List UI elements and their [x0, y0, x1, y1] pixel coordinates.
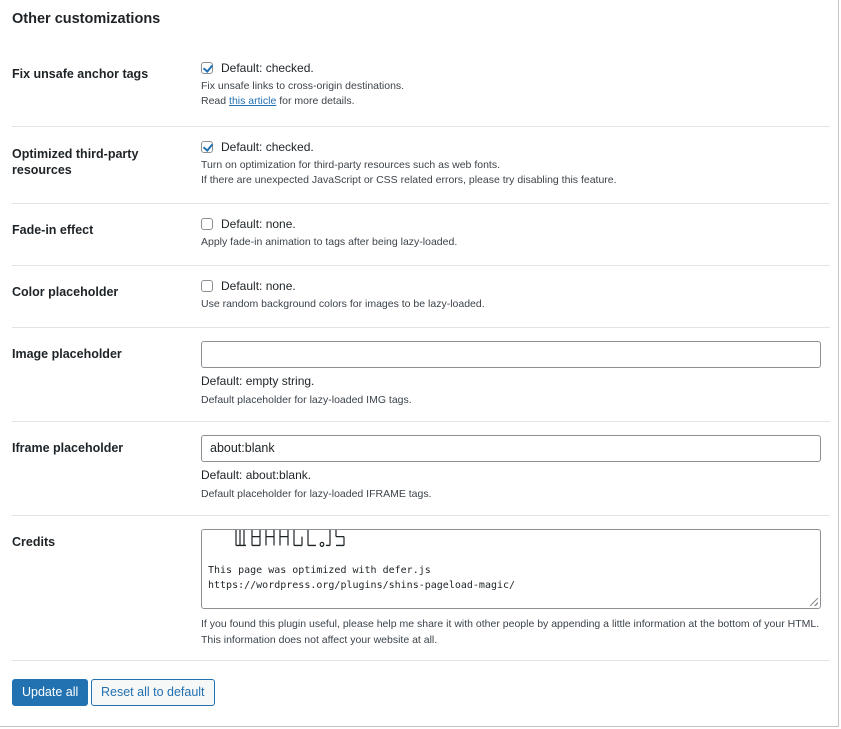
description: Turn on optimization for third-party resources such as web fonts. — [201, 159, 500, 171]
row-field — [201, 278, 823, 312]
credits-line: This page was optimized with defer.js — [208, 565, 431, 576]
default-value-text: Default: checked. — [221, 61, 314, 75]
row-third-party-resources — [12, 127, 830, 204]
update-all-button[interactable]: Update all — [12, 679, 88, 706]
credits-textarea[interactable] — [201, 529, 821, 609]
row-field — [201, 216, 823, 250]
section-title: Other customizations — [12, 11, 161, 27]
row-fade-in-effect — [12, 204, 830, 266]
row-label: Credits — [12, 535, 56, 549]
image-placeholder-input[interactable] — [201, 341, 821, 368]
color-placeholder-checkbox[interactable] — [201, 280, 213, 292]
row-image-placeholder — [12, 328, 830, 422]
row-field — [201, 435, 823, 502]
row-fix-anchor-tags — [12, 50, 830, 127]
defer-js-ascii-logo — [232, 529, 372, 558]
description: Default placeholder for lazy-loaded IFRAME tags. — [201, 488, 432, 500]
row-field — [201, 139, 823, 188]
row-label: Optimized third-party resources — [12, 147, 139, 177]
default-value-text: Default: about:blank. — [201, 468, 312, 482]
default-value-text: Default: empty string. — [201, 374, 315, 388]
row-label: Color placeholder — [12, 285, 119, 299]
default-value-text: Default: none. — [221, 217, 296, 231]
iframe-placeholder-input[interactable]: about:blank — [201, 435, 821, 462]
default-value-text: Default: none. — [221, 279, 296, 293]
row-credits — [12, 516, 830, 661]
row-field — [201, 341, 823, 408]
description: Fix unsafe links to cross-origin destinations. — [201, 80, 405, 92]
reset-all-button[interactable]: Reset all to default — [91, 679, 215, 706]
credits-text — [208, 563, 515, 593]
row-label: Iframe placeholder — [12, 441, 124, 455]
description: Default placeholder for lazy-loaded IMG tags. — [201, 394, 412, 406]
fade-in-checkbox[interactable] — [201, 218, 213, 230]
row-color-placeholder — [12, 266, 830, 328]
row-label: Fade-in effect — [12, 223, 94, 237]
description: If you found this plugin useful, please help me share it with other people by appending a little information at the bottom of your HTML. This information does not affect your website at all. — [201, 618, 820, 646]
this-article-link[interactable]: this article — [229, 95, 277, 107]
row-field — [201, 60, 823, 109]
row-label: Image placeholder — [12, 347, 122, 361]
third-party-checkbox[interactable] — [201, 141, 213, 153]
description: Use random background colors for images to be lazy-loaded. — [201, 298, 485, 310]
description: Read this article for more details. — [201, 95, 355, 107]
row-iframe-placeholder — [12, 422, 830, 516]
description: Apply fade-in animation to tags after being lazy-loaded. — [201, 236, 458, 248]
description: If there are unexpected JavaScript or CSS related errors, please try disabling this feature. — [201, 174, 617, 186]
row-field — [201, 529, 823, 648]
resize-handle-icon[interactable] — [810, 598, 818, 606]
fix-anchor-checkbox[interactable] — [201, 62, 213, 74]
default-value-text: Default: checked. — [221, 140, 314, 154]
credits-line: https://wordpress.org/plugins/shins-pageload-magic/ — [208, 580, 516, 591]
row-label: Fix unsafe anchor tags — [12, 67, 149, 81]
